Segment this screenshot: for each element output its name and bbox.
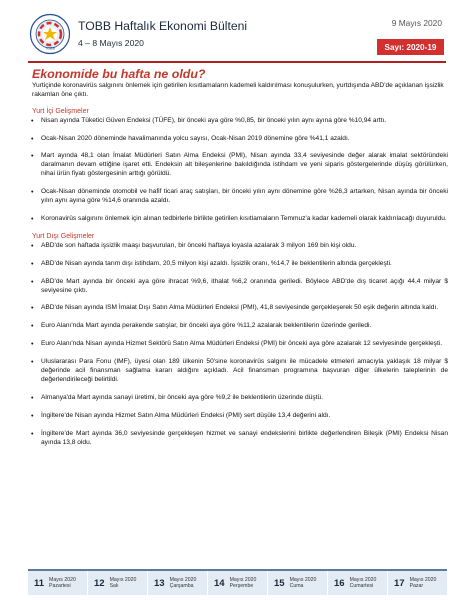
foreign-list bbox=[28, 242, 448, 448]
list-item: • Ocak-Nisan döneminde otomobil ve hafif ticari araç satışları, bir önceki yılın aynı dönemine göre %26,3 artarken, Nisan ayında bir önceki yılın aynı ayına göre %14,6 oranında azaldı. bbox=[28, 188, 448, 206]
day-number: 17 bbox=[394, 577, 405, 589]
list-item: • Euro Alanı'nda Mart ayında perakende satışlar, bir önceki aya göre %11,2 azalarak beklentilerin üzerinde geriledi. bbox=[28, 322, 448, 331]
day-month: Mayıs 2020 bbox=[229, 576, 257, 583]
day-number: 16 bbox=[334, 577, 345, 589]
bulletin-date-range: 4 – 8 Mayıs 2020 bbox=[78, 38, 144, 48]
day-name: Pazar bbox=[409, 583, 424, 589]
day-month: Mayıs 2020 bbox=[289, 576, 317, 583]
weekly-calendar bbox=[28, 569, 447, 595]
intro-paragraph: Yurtiçinde koronavirüs salgınını önlemek için getirilen kısıtlamaların kademeli kaldırılması konuşulurken, yurtdışında ABD'de açıklanan işsizlik rakamları öne çıktı. bbox=[32, 82, 444, 98]
list-item: • Ocak-Nisan 2020 döneminde havalimanında yolcu sayısı, Ocak-Nisan 2019 dönemine göre %41,1 azaldı. bbox=[28, 135, 448, 144]
domestic-list bbox=[28, 117, 448, 224]
day-name: Salı bbox=[109, 583, 119, 589]
list-item: • Mart ayında 48,1 olan İmalat Müdürleri Satın Alma Endeksi (PMI), Nisan ayında 33,4 seviyesinde değer alarak imalat sektöründeki daralmanın devam ettiğine işaret etti. Endeksin alt bileşenlerine bakıldığında istihdam ve yeni siparis göstergelerinde düşüş görülürken, nihai ürün fiyatı göstergesinin arttığı görüldü. bbox=[28, 152, 448, 179]
day-number: 12 bbox=[94, 577, 105, 589]
calendar-day bbox=[388, 571, 447, 595]
day-number: 13 bbox=[154, 577, 165, 589]
publication-date: 9 Mayıs 2020 bbox=[391, 18, 442, 28]
calendar-day bbox=[88, 571, 148, 595]
calendar-day bbox=[28, 571, 88, 595]
bulletin-title: TOBB Haftalık Ekonomi Bülteni bbox=[78, 19, 248, 33]
day-number: 11 bbox=[34, 577, 45, 589]
day-month: Mayıs 2020 bbox=[109, 576, 137, 583]
day-month: Mayıs 2020 bbox=[409, 576, 437, 583]
list-item: • Almanya'da Mart ayında sanayi üretimi, bir önceki aya göre %9,2 ile beklentilerin üzerinde düştü. bbox=[28, 394, 448, 403]
day-month: Mayıs 2020 bbox=[349, 576, 377, 583]
calendar-day bbox=[268, 571, 328, 595]
day-month: Mayıs 2020 bbox=[169, 576, 197, 583]
logo-text: TOBB bbox=[45, 46, 55, 51]
calendar-day bbox=[148, 571, 208, 595]
list-item: • ABD'de son haftada işsizlik maaşı başvuruları, bir önceki haftaya kıyasla azalarak 3 milyon 169 bin kişi oldu. bbox=[28, 242, 448, 251]
list-item: • Euro Alanı'nda Nisan ayında Hizmet Sektörü Satın Alma Müdürleri Endeksi (PMI) bir önceki aya göre azalarak 12 seviyesinde gerçekleşti. bbox=[28, 340, 448, 349]
domestic-section-title: Yurt İçi Gelişmeler bbox=[32, 107, 89, 115]
calendar-day bbox=[208, 571, 268, 595]
day-name: Cuma bbox=[289, 583, 304, 589]
list-item: • İngiltere'de Nisan ayında Hizmet Satın Alma Müdürleri Endeksi (PMI) sert düşüle 13,4 değerini aldı. bbox=[28, 412, 448, 421]
day-name: Perşembe bbox=[229, 583, 254, 589]
list-item: • ABD'de Nisan ayında ISM İmalat Dışı Satın Alma Müdürleri Endeksi (PMI), 41,8 seviyesinde gerçekleşerek 50 eşik değerin altında kaldı. bbox=[28, 304, 448, 313]
list-item: • Nisan ayında Tüketici Güven Endeksi (TÜFE), bir önceki aya göre %0,85, bir önceki yılın aynı ayına göre %10,94 arttı. bbox=[28, 117, 448, 126]
issue-badge: Sayı: 2020-19 bbox=[377, 39, 444, 55]
day-number: 15 bbox=[274, 577, 285, 589]
list-item: • Uluslararası Para Fonu (IMF), üyesi olan 189 ülkenin 50'sine koronavirüs salgını ile mücadele etmeleri amacıyla yaklaşık 18 milyar $ değerinde acil finansman sağlama kararı aldığını açıkladı. Acil finansman programına başvuran diğer ülkelerin taleplerinin de değerlendirileceği belirtildi. bbox=[28, 358, 448, 385]
list-item: • ABD'de Nisan ayında tarım dışı istihdam, 20,5 milyon kişi azaldı. İşsizlik oranı, %14,7 ile beklentilerin altında gerçekleşti. bbox=[28, 260, 448, 269]
day-name: Cumartesi bbox=[349, 583, 374, 589]
day-name: Pazartesi bbox=[49, 583, 71, 589]
list-item: • İngiltere'de Mart ayında 36,0 seviyesinde gerçekleşen hizmet ve sanayi endekslerini birlikte değerlendiren Bileşik (PMI) Endeksi Nisan ayında 13,8 oldu. bbox=[28, 430, 448, 448]
page-heading: Ekonomide bu hafta ne oldu? bbox=[32, 67, 206, 81]
list-item: • Koronavirüs salgınını önlemek için alınan tedbirlerle birlikte getirilen kısıtlamaların Temmuz'a kadar kademeli olarak kaldırılacağı duyuruldu. bbox=[28, 215, 448, 224]
tobb-logo bbox=[29, 13, 71, 55]
day-number: 14 bbox=[214, 577, 225, 589]
foreign-section-title: Yurt Dışı Gelişmeler bbox=[32, 232, 95, 240]
calendar-day bbox=[328, 571, 388, 595]
header-divider bbox=[28, 61, 446, 63]
main-content bbox=[28, 67, 448, 457]
day-name: Çarşamba bbox=[169, 583, 194, 589]
day-month: Mayıs 2020 bbox=[49, 576, 76, 583]
list-item: • ABD'de Mart ayında bir önceki aya göre ihracat %9,6, ithalat %6,2 oranında geriledi. Böylece ABD'de dış ticaret açığı 44,4 milyar $ seviyesine çıktı. bbox=[28, 278, 448, 296]
